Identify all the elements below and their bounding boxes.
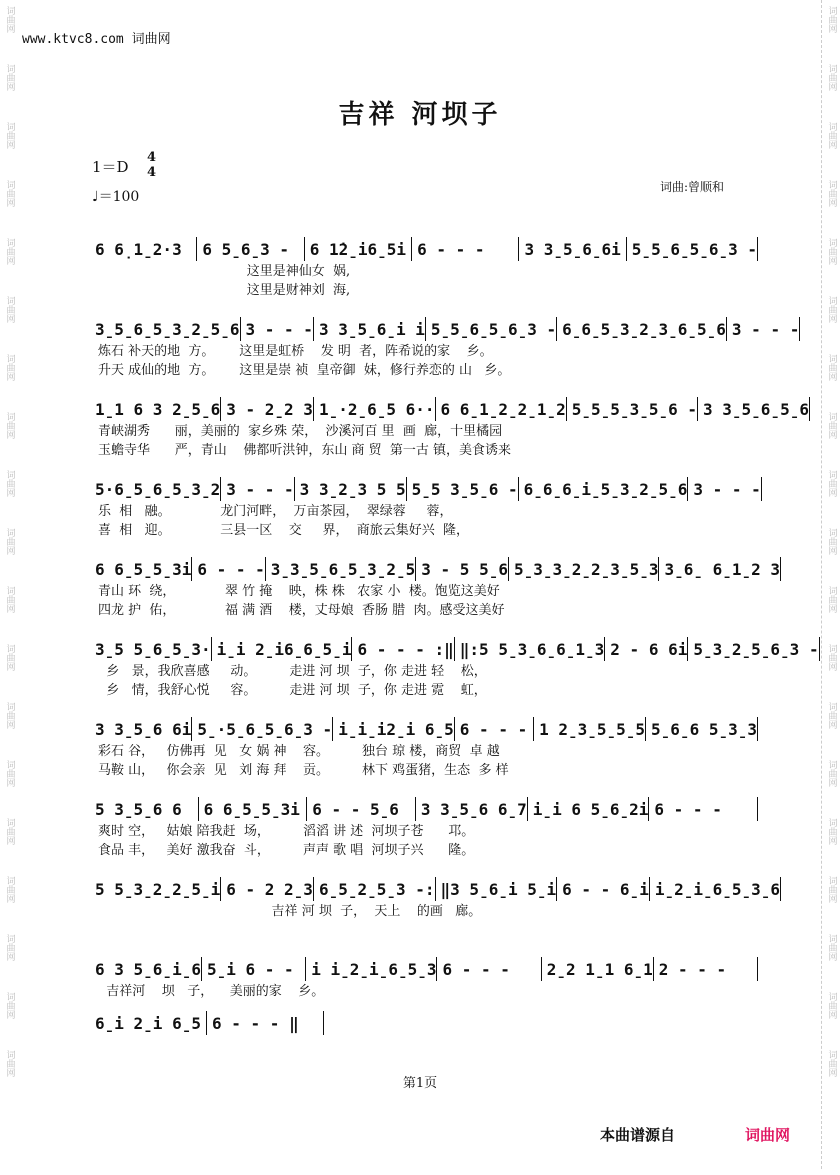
side-watermark-text: 词曲网 [826,412,837,439]
measure: 3 - 5 5̱6 [421,559,508,579]
key-signature: 1＝D [92,158,129,176]
score-row [90,876,781,940]
measure: 6 - 2 2̱3 [226,879,313,899]
lyric-line: 四龙 护 佑， 福 满 酒 楼，丈母娘 香肠 腊 肉。感受这美好 [98,603,505,618]
score-row [90,556,781,620]
bar-line [757,957,758,981]
measure: 3 - 2̱2 3 [226,399,313,419]
measure: 3̱6̱ 6̱1̱2 3 [664,559,781,579]
measure: 6̱i 2̱i 6̱5 [95,1013,201,1033]
measure: 3 - - - [245,319,313,339]
measure: 5̱·5̱6̱5̱6̱3 - [197,719,333,739]
side-watermark-text: 词曲网 [826,818,837,845]
page-edge-rule [821,0,822,1169]
side-watermark-text: 词曲网 [826,528,837,555]
measure: i̱i̱i2̱i 6̱5 [338,719,454,739]
page-number: 第1页 [402,1076,438,1091]
measure: 6 - - - [197,559,265,579]
bar-line [323,1011,324,1035]
notation-line [90,316,800,342]
side-watermark-text: 词曲网 [826,702,837,729]
measure: 6 3 5̱6̱i̱6 [95,959,201,979]
lyric-line: 吉祥 河 坝 子， 天上 的画 廊。 [98,904,482,919]
measure: 6 - - - [459,719,528,739]
time-bottom: 4 [147,165,157,180]
measure: 6 - - - [442,959,510,979]
measure: 2 - 6 6i [610,639,688,659]
side-watermark-text: 词曲网 [4,934,15,961]
measure: 3 3̱5̱6̱5̱6 [703,399,809,419]
author-credit: 词曲:曾顺和 [660,180,725,194]
side-watermark-text: 词曲网 [4,470,15,497]
measure: ‖3 5̱6̱i 5̱i [440,879,557,899]
measure: 6 - - - :‖ [357,639,454,659]
side-watermark-text: 词曲网 [4,644,15,671]
side-watermark-text: 词曲网 [4,818,15,845]
lyric-line: 马鞍 山， 你会亲 见 刘 海 拜 贡。 林下 鸡蛋猪，生态 多 样 [98,763,509,778]
time-top: 4 [147,150,157,165]
measure: 5̱6̱6 5̱3̱3 [651,719,757,739]
notation-line [90,556,781,582]
measure: 6 6̣1̱2·3 [95,239,182,259]
bar-line [757,237,758,261]
measure: 3̱5̱6̱5̱3̱2̱5̱6 [95,319,240,339]
bar-line [809,397,810,421]
lyric-line: 彩石 谷， 仿佛再 见 女 娲 神 容。 独台 琼 楼，商贸 卓 越 [98,744,500,759]
side-watermark-text: 词曲网 [826,470,837,497]
measure: 6̱6̱6̱i̱5̱3̱2̱5̱6 [523,479,688,499]
measure: 3 3̱5̱6̱6i [524,239,621,259]
measure: 5̱5̱6̱5̱6̱3 - [631,239,758,259]
side-watermark-text: 词曲网 [826,296,837,323]
side-watermark-text: 词曲网 [826,934,837,961]
lyric-line: 乡 情，我舒心悦 容。 走进 河 坝 子，你 走进 霓 虹， [98,683,487,698]
lyric-line: 这里是财神刘 海, [98,283,351,298]
bar-line [799,317,800,341]
bar-line [819,637,820,661]
notation-line [90,876,781,902]
measure: 3 3̱5̱6 6i [95,719,192,739]
measure: 2̱2 1̱1 6̱1 [546,959,653,979]
measure: 3̱5 5̱6̱5̱3· [95,639,211,659]
notation-line [90,236,758,262]
measure: 1 2̱3̱5̱5̱5 [539,719,646,739]
side-watermark-text: 词曲网 [826,64,837,91]
side-watermark-text: 词曲网 [4,238,15,265]
lyric-line: 食品 丰， 美好 激我奋 斗， 声声 歌 唱 河坝子兴 隆。 [98,843,475,858]
notation-line [90,636,819,662]
lyric-line: 青山 环 绕， 翠 竹 掩 映，株 株 农家 小 楼。饱览这美好 [98,584,500,599]
left-watermark-strip [0,0,18,1175]
score-row [90,1010,758,1074]
side-watermark-text: 词曲网 [826,180,837,207]
measure: 3 3̱2̱3 5 5 [299,479,406,499]
side-watermark-text: 词曲网 [4,586,15,613]
measure: 5·6̱5̱6̱5̱3̱2 [95,479,221,499]
notation-line [90,396,809,422]
measure: 3 - - - [731,319,800,339]
measure: 5̱3̱3̱2̱2̱3̱5̱3 [513,559,659,579]
side-watermark-text: 词曲网 [826,992,837,1019]
measure: i̱i 2̱i6̱6̱5̱i [216,639,352,659]
score-row [90,396,809,460]
measure: 3 - - - [693,479,761,499]
site-watermark[interactable]: www.ktvc8.com 词曲网 [22,32,171,47]
score-row [90,796,758,860]
lyric-line [90,1036,758,1055]
score-row [90,476,761,540]
side-watermark-text: 词曲网 [4,412,15,439]
lyric-line: 喜 相 迎。 三县一区 交 界， 商旅云集好兴 隆， [98,523,469,538]
measure: 6 5̱6̱3 - [202,239,290,259]
lyric-line: 玉蟾寺华 严，青山 佛都听洪钟，东山 商 贸 第一古 镇，美食诱来 [98,443,511,458]
side-watermark-text: 词曲网 [826,644,837,671]
side-watermark-text: 词曲网 [4,992,15,1019]
side-watermark-text: 词曲网 [826,6,837,33]
side-watermark-text: 词曲网 [4,64,15,91]
side-watermark-text: 词曲网 [826,122,837,149]
side-watermark-text: 词曲网 [4,528,15,555]
measure: 6 - - 6̱i [562,879,649,899]
measure: 3 3̱5̱6 6̱7 [420,799,527,819]
side-watermark-text: 词曲网 [4,760,15,787]
bar-line [761,477,762,501]
measure: i̱2̱i̱6̱5̱3̱6 [654,879,781,899]
side-watermark-text: 词曲网 [4,876,15,903]
lyric-line: 这里是神仙女 娲, [98,264,351,279]
measure: 3 - - - [226,479,294,499]
bar-line [757,797,758,821]
right-watermark-strip [822,0,840,1175]
lyric-line: 炼石 补天的地 方。 这里是虹桥 发 明 者，阵希说的家 乡。 [98,344,493,359]
measure: ‖:5 5̱3̱6̱6̱1̱3 [459,639,605,659]
side-watermark-text: 词曲网 [826,1050,837,1077]
lyric-line: 乐 相 融。 龙门河畔， 万亩茶园， 翠绿蓉 蓉， [98,504,453,519]
side-watermark-text: 词曲网 [826,586,837,613]
side-watermark-text: 词曲网 [4,296,15,323]
measure: 6̱5̱2̱5̱3 -: [318,879,435,899]
lyric-line: 吉祥河 坝 子， 美丽的家 乡。 [98,984,325,999]
score-row [90,236,758,300]
source-brand-link[interactable]: 词曲网 [745,1126,791,1144]
score-row [90,316,800,380]
side-watermark-text: 词曲网 [4,6,15,33]
notation-line [90,956,758,982]
measure: 6 - - 5̱6 [312,799,399,819]
measure: 3 3̱5̱6̱i i [318,319,425,339]
side-watermark-text: 词曲网 [826,760,837,787]
bar-line [780,877,781,901]
lyric-line: 乡 景，我欣喜感 动。 走进 河 坝 子，你 走进 轻 松， [98,664,487,679]
measure: 3̱3̱5̱6̱5̱3̱2̱5 [270,559,416,579]
measure: 6 6̱5̱5̱3i [95,559,192,579]
side-watermark-text: 词曲网 [4,702,15,729]
side-watermark-text: 词曲网 [826,876,837,903]
measure: 6 6̱1̱2̱2̱1̱2 [440,399,566,419]
side-watermark-text: 词曲网 [4,180,15,207]
lyric-line: 青峡湖秀 丽，美丽的 家乡殊 荣， 沙溪河百 里 画 廊，十里橘园 [98,424,503,439]
measure: 6 1̇2̱i6̱5i [309,239,407,259]
notation-line [90,476,761,502]
measure: 6 6̱5̱5̱3i [203,799,300,819]
tempo-mark: ♩＝100 [92,189,140,205]
measure: 5̱5̱5̱3̱5̱6 - [571,399,697,419]
measure: 5̱i 6 - - [206,959,294,979]
score-row [90,716,758,780]
lyric-line [90,921,758,940]
measure: 5 5̱3̱2̱2̱5̱i [95,879,221,899]
measure: 5̱5 3̱5̱6 - [411,479,518,499]
notation-line [90,1010,758,1036]
side-watermark-text: 词曲网 [826,238,837,265]
notation-line [90,796,758,822]
measure: 6̱6̱5̱3̱2̱3̱6̱5̱6 [562,319,726,339]
side-watermark-text: 词曲网 [826,354,837,381]
side-watermark-text: 词曲网 [4,354,15,381]
lyric-line: 爽时 空， 姑娘 陪我赶 场， 滔滔 讲 述 河坝子苍 邛。 [98,824,475,839]
measure: 6 - - - [417,239,485,259]
measure: 6 - - - [654,799,722,819]
time-signature [147,150,156,180]
measure: 1̱1 6 3 2̱5̱6 [95,399,221,419]
measure: 2 - - - [658,959,727,979]
measure: 6 - - - ‖ [212,1013,299,1033]
notation-line [90,716,758,742]
measure: 5 3̱5̱6 6 [95,799,182,819]
measure: i̱i 6 5̱6̱2i [532,799,649,819]
measure: 5̱5̱6̱5̱6̱3 - [430,319,557,339]
source-label: 本曲谱源自 [600,1126,676,1144]
measure: i i̱2̱i̱6̱5̱3 [311,959,437,979]
lyric-line: 升天 成仙的地 方。 这里是崇 祯 皇帝御 妹，修行养恋的 山 乡。 [98,363,511,378]
bar-line [757,717,758,741]
song-title: 吉祥 河坝子 [338,100,502,130]
score-row [90,636,819,700]
measure: 5̱3̱2̱5̱6̱3 - [693,639,819,659]
side-watermark-text: 词曲网 [4,122,15,149]
side-watermark-text: 词曲网 [4,1050,15,1077]
measure: 1̱·2̱6̱5 6·· [318,399,435,419]
bar-line [780,557,781,581]
